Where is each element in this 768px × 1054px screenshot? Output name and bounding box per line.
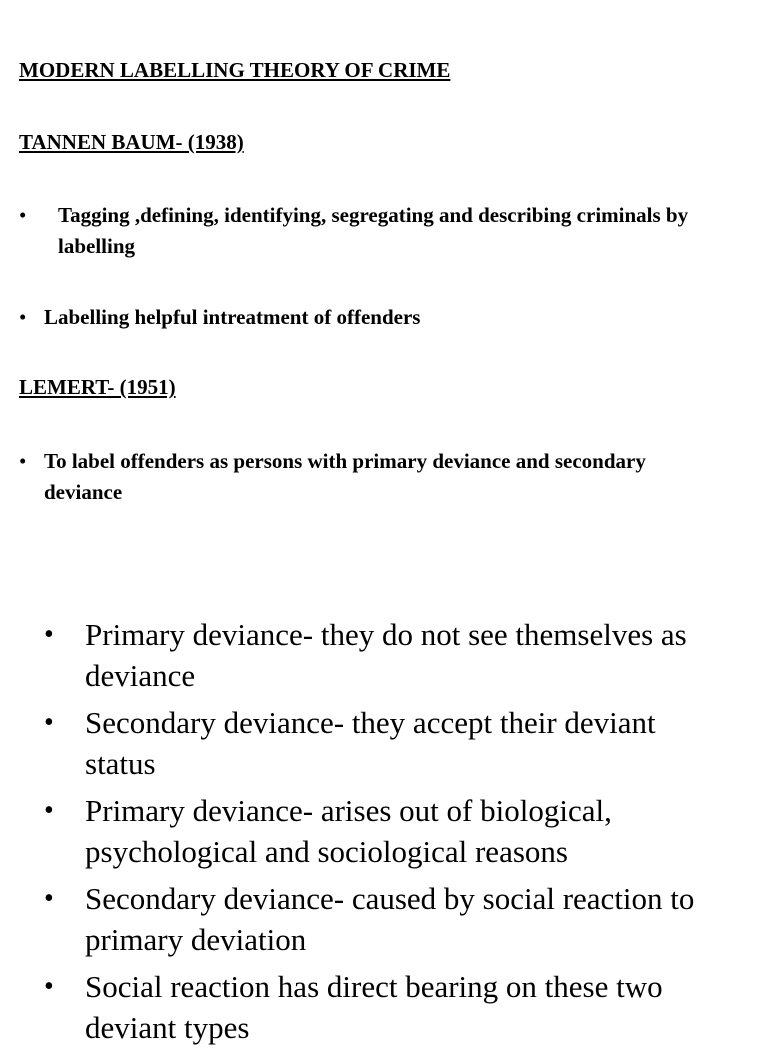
bullet-icon: • [44,795,54,826]
tannenbaum-bullet-1 [19,200,719,264]
list-item-text: Secondary deviance- caused by social reaction to primary deviation [85,881,695,957]
list-item-text: Primary deviance- arises out of biological, psychological and sociological reasons [85,793,612,869]
bullet-icon: • [19,203,27,227]
list-item [0,790,768,872]
list-item [0,878,768,960]
list-item [0,614,768,696]
tannenbaum-bullet-2-text: Labelling helpful intreatment of offenders [44,305,421,329]
list-item [0,966,768,1048]
bullet-icon: • [44,883,54,914]
tannenbaum-heading: TANNEN BAUM- (1938) [19,130,244,154]
list-item-text: Social reaction has direct bearing on these two deviant types [85,969,663,1045]
list-item-text: Secondary deviance- they accept their deviant status [85,705,656,781]
lemert-bullet-1-text: To label offenders as persons with primary deviance and secondary deviance [44,449,646,504]
bullet-icon: • [44,971,54,1002]
lemert-bullet-1 [19,446,719,510]
bullet-icon: • [19,305,27,329]
document-title: MODERN LABELLING THEORY OF CRIME [19,58,451,82]
tannenbaum-bullet-1-text: Tagging ,defining, identifying, segregating and describing criminals by labelling [58,203,689,258]
bullet-icon: • [44,619,54,650]
list-item [0,702,768,784]
deviance-points-list [0,614,768,1054]
bullet-icon: • [44,707,54,738]
tannenbaum-bullet-2 [19,302,739,334]
list-item-text: Primary deviance- they do not see themselves as deviance [85,617,687,693]
bullet-icon: • [19,449,27,473]
lemert-heading: LEMERT- (1951) [19,375,176,399]
